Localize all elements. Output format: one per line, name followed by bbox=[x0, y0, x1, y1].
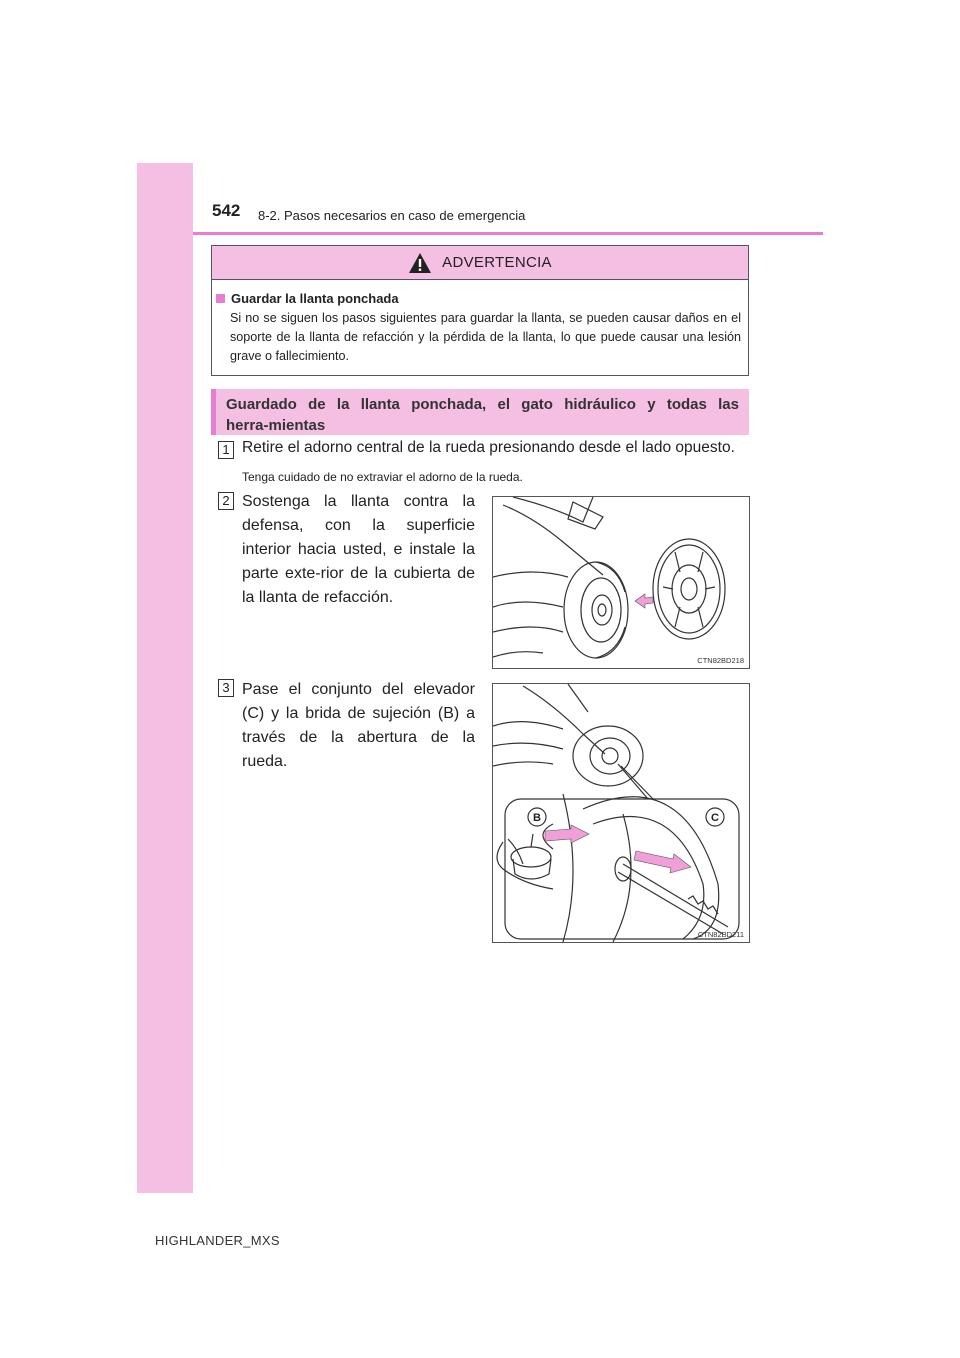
warning-title bbox=[216, 291, 399, 306]
step-number-2: 2 bbox=[218, 492, 234, 510]
header-rule bbox=[193, 232, 823, 235]
subheading-text: Guardado de la llanta ponchada, el gato hidráulico y todas las herra-mientas bbox=[226, 396, 739, 434]
figure-code-2: CTN82BD211 bbox=[697, 930, 744, 939]
step-1-text: Retire el adorno central de la rueda presionando desde el lado opuesto. bbox=[242, 439, 735, 456]
callout-label-c: C bbox=[711, 812, 719, 824]
footer-model: HIGHLANDER_MXS bbox=[155, 1233, 280, 1248]
step-2-text: Sostenga la llanta contra la defensa, con la superficie interior hacia usted, e instale la parte exte-rior de la cubierta de la llanta de refacción. bbox=[242, 493, 475, 606]
side-tab bbox=[137, 163, 193, 1193]
square-bullet-icon bbox=[216, 294, 225, 303]
subheading bbox=[211, 389, 749, 435]
step-3-text: Pase el conjunto del elevador (C) y la brida de sujeción (B) a través de la abertura de la rueda. bbox=[242, 681, 475, 770]
figure-code-1: CTN82BD218 bbox=[697, 656, 744, 665]
warning-box bbox=[211, 245, 749, 376]
section-title: 8-2. Pasos necesarios en caso de emergencia bbox=[258, 208, 526, 223]
warning-text: Si no se siguen los pasos siguientes para guardar la llanta, se pueden causar daños en el soporte de la llanta de refacción y la pérdida de la llanta, lo que puede causar una lesión grave o fallecimiento. bbox=[230, 311, 741, 363]
callout-label-b: B bbox=[533, 812, 541, 824]
lift-assembly-illustration bbox=[493, 684, 749, 942]
warning-header bbox=[212, 246, 748, 280]
step-number-1: 1 bbox=[218, 441, 234, 459]
page-number: 542 bbox=[212, 201, 241, 220]
step-number-3: 3 bbox=[218, 679, 234, 697]
spare-tire-illustration bbox=[493, 497, 749, 668]
warning-triangle-icon bbox=[408, 252, 432, 274]
warning-title-text: Guardar la llanta ponchada bbox=[231, 291, 399, 306]
step-1-note: Tenga cuidado de no extraviar el adorno de la rueda. bbox=[242, 470, 523, 484]
figure-spare-tire-cover bbox=[492, 496, 750, 669]
figure-lift-assembly bbox=[492, 683, 750, 943]
warning-header-text: ADVERTENCIA bbox=[442, 254, 552, 271]
